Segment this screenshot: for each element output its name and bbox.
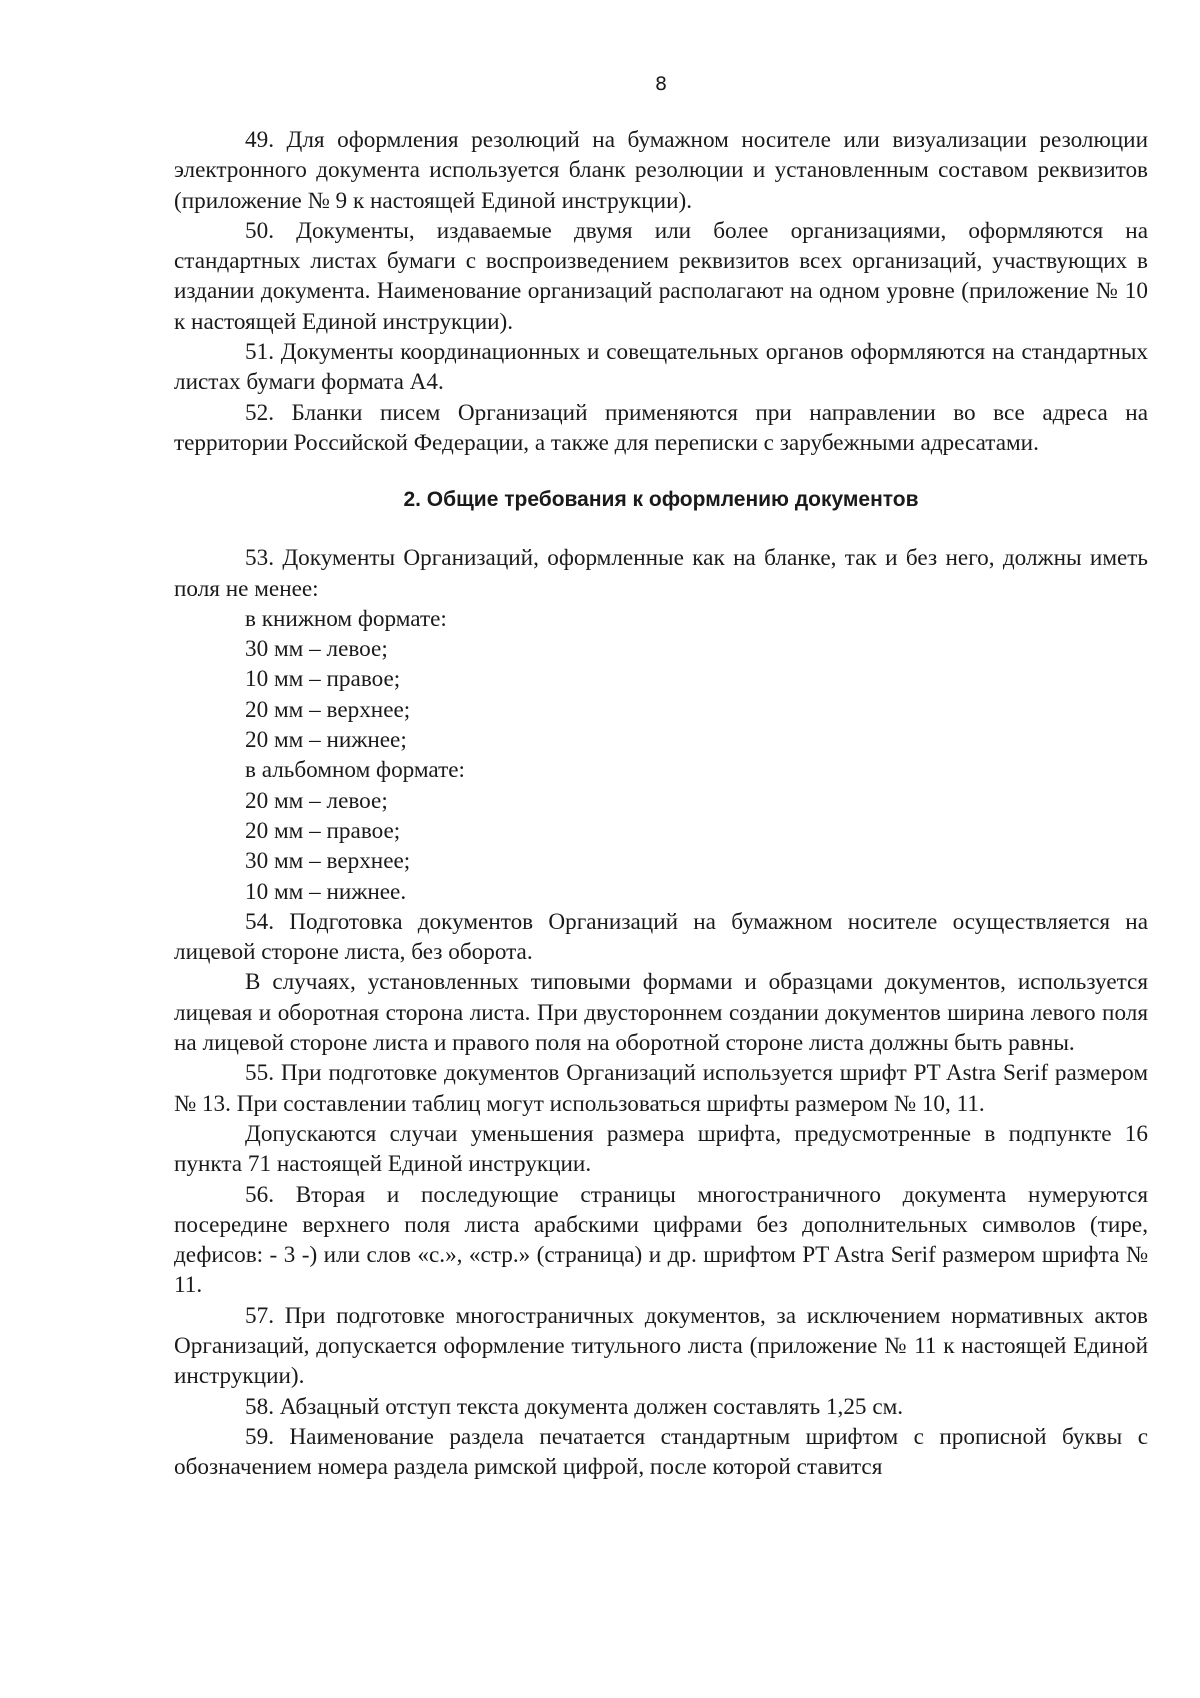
paragraph-56: 56. Вторая и последующие страницы многостраничного документа нумеруются посередине верхнего поля листа арабскими цифрами без дополнительных символов (тире, дефисов: - 3 -) или слов «с.», «стр.» (страница) и др. шрифтом PT Astra Serif размером шрифта № 11. — [174, 1181, 1148, 1299]
list-item: 20 мм – правое; — [245, 817, 401, 844]
list-item: в альбомном формате: — [245, 757, 465, 784]
list-item: 30 мм – верхнее; — [245, 848, 411, 875]
paragraph-50: 50. Документы, издаваемые двумя или более организациями, оформляются на стандартных листах бумаги с воспроизведением реквизитов всех организаций, участвующих в издании документа. Наименование организаций располагают на одном уровне (приложение № 10 к настоящей Единой инструкции). — [174, 217, 1148, 335]
paragraph-55: 55. При подготовке документов Организаций используется шрифт PT Astra Serif размером № 13. При составлении таблиц могут использоваться шрифты размером № 10, 11. — [174, 1060, 1148, 1117]
paragraph-54-cont: В случаях, установленных типовыми формами и образцами документов, используется лицевая и оборотная сторона листа. При двустороннем создании документов ширина левого поля на лицевой стороне листа и правого поля на оборотной стороне листа должны быть равны. — [174, 969, 1148, 1057]
document-page — [174, 0, 1148, 1698]
list-item: 30 мм – левое; — [245, 636, 388, 663]
list-item: 20 мм – нижнее; — [245, 727, 407, 754]
paragraph-58: 58. Абзацный отступ текста документа должен составлять 1,25 см. — [245, 1393, 904, 1420]
paragraph-54: 54. Подготовка документов Организаций на бумажном носителе осуществляется на лицевой стороне листа, без оборота. — [174, 908, 1148, 966]
paragraph-55-cont: Допускаются случаи уменьшения размера шрифта, предусмотренные в подпункте 16 пункта 71 настоящей Единой инструкции. — [174, 1120, 1148, 1178]
page-number: 8 — [654, 73, 668, 95]
section-heading: 2. Общие требования к оформлению документов — [403, 488, 919, 512]
list-item: 20 мм – верхнее; — [245, 696, 411, 723]
paragraph-52: 52. Бланки писем Организаций применяются при направлении во все адреса на территории Российской Федерации, а также для переписки с зарубежными адресатами. — [174, 399, 1148, 456]
list-item: 20 мм – левое; — [245, 787, 388, 814]
paragraph-51: 51. Документы координационных и совещательных органов оформляются на стандартных листах бумаги формата А4. — [174, 339, 1148, 396]
list-item: 10 мм – правое; — [245, 666, 401, 693]
list-item: в книжном формате: — [245, 605, 447, 632]
paragraph-57: 57. При подготовке многостраничных документов, за исключением нормативных актов Организаций, допускается оформление титульного листа (приложение № 11 к настоящей Единой инструкции). — [174, 1302, 1148, 1390]
paragraph-53: 53. Документы Организаций, оформленные как на бланке, так и без него, должны иметь поля не менее: — [174, 545, 1148, 602]
document-body — [174, 125, 1148, 1482]
paragraph-49: 49. Для оформления резолюций на бумажном носителе или визуализации резолюции электронного документа используется бланк резолюции и установленным составом реквизитов (приложение № 9 к настоящей Единой инструкции). — [174, 127, 1148, 214]
paragraph-59: 59. Наименование раздела печатается стандартным шрифтом с прописной буквы с обозначением номера раздела римской цифрой, после которой ставится — [174, 1423, 1148, 1481]
list-item: 10 мм – нижнее. — [245, 878, 407, 905]
margins-list — [174, 604, 1148, 907]
